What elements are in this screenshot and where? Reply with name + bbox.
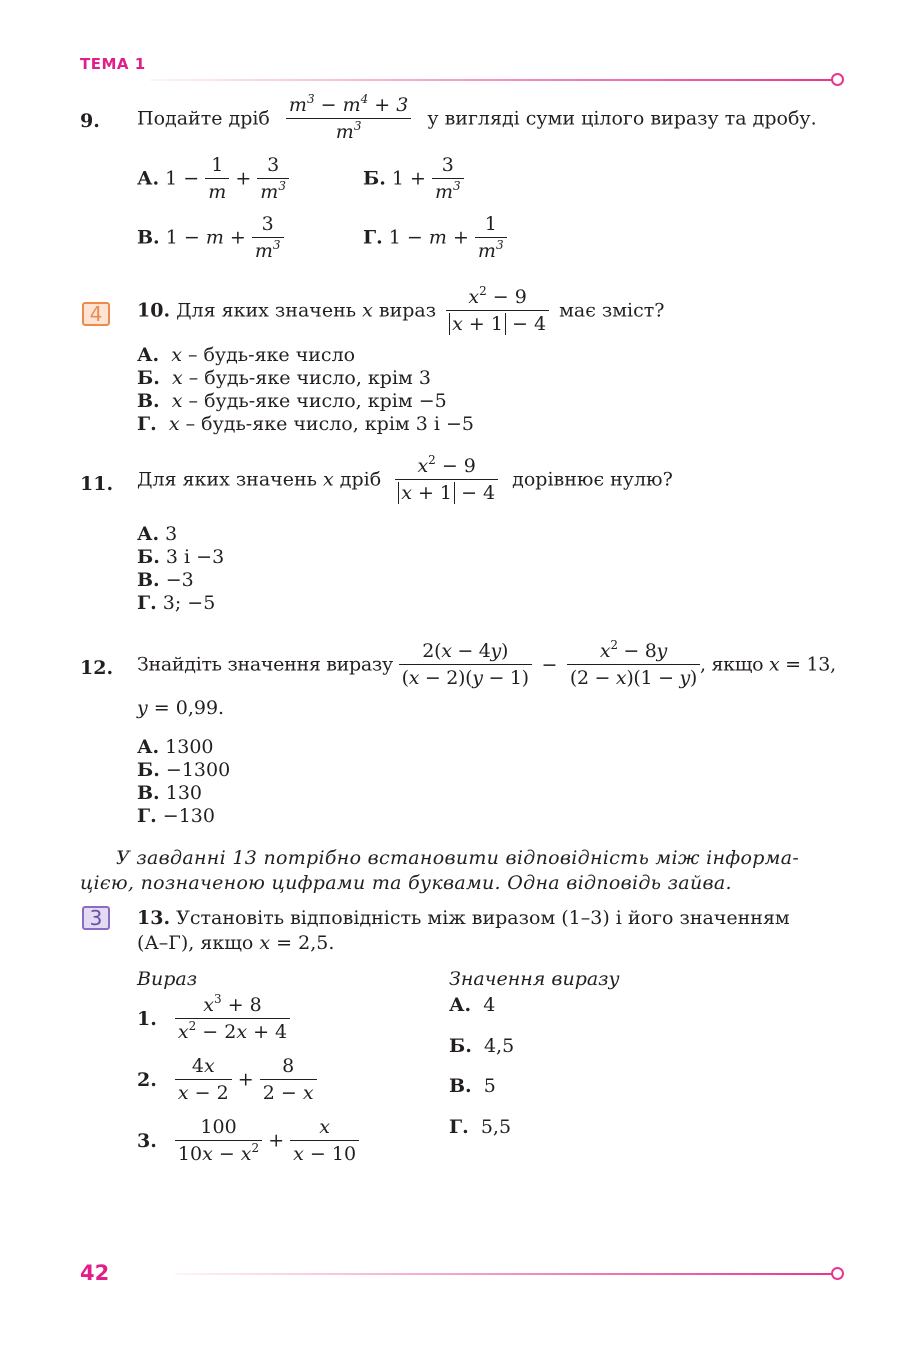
instruction-text [80, 846, 850, 896]
q11-suffix: дорівнює нулю? [512, 468, 673, 491]
q13-line-1: Установіть відповідність між виразом (1–3) і його значенням [176, 907, 790, 929]
q9-option-d: Г. 1 − m + $\frac{1}{m^3}$ [363, 213, 507, 262]
q12-option-d: Г. −130 [137, 805, 215, 827]
q11-options [137, 523, 224, 615]
q10-suffix: має зміст? [559, 299, 665, 322]
q13-expression-2: 2. $\frac{4x}{x - 2}$ + $\frac{8}{2 - x}$ [137, 1055, 317, 1104]
instruction-line-1: У завданні 13 потрібно встановити відповідність між інформа- [116, 847, 800, 869]
q11-number: 11. [80, 473, 114, 495]
q10-stem: 10. Для яких значень x вираз $\frac{x^2 - 9}{x + 1 - 4}$ має зміст? [137, 284, 665, 335]
q12-number: 12. [80, 657, 114, 679]
q12-line2: y = 0,99. [137, 697, 225, 719]
q12-option-c: В. 130 [137, 782, 202, 804]
q13-expression-1: 1. $\frac{x^3 + 8}{x^2 - 2x + 4}$ [137, 994, 290, 1043]
header-rule-dot [831, 73, 844, 86]
q11-stem: Для яких значень x дріб $\frac{x^2 - 9}{x + 1 - 4}$ дорівнює нулю? [137, 453, 673, 504]
q13-stem [137, 906, 790, 956]
q10-option-d: Г. x – будь-яке число, крім 3 і −5 [137, 413, 474, 435]
q10-option-b: Б. x – будь-яке число, крім 3 [137, 367, 431, 389]
q13-value-d: Г. 5,5 [449, 1116, 512, 1138]
q9-fraction: $\frac{m^3 - m^4 + 3}{m^3}$ [286, 94, 411, 143]
q13-value-b: Б. 4,5 [449, 1035, 515, 1057]
q10-number: 10. [137, 299, 171, 322]
q13-expression-3: 3. $\frac{100}{10x - x^2}$ + $\frac{x}{x - 10}$ [137, 1116, 359, 1165]
q10-option-c: В. x – будь-яке число, крім −5 [137, 390, 447, 412]
col-expression-header: Вираз [137, 968, 198, 990]
q10-options [137, 344, 474, 436]
q12-prompt: Знайдіть значення виразу [137, 653, 393, 676]
q10-fraction: $\frac{x^2 - 9}{x + 1 - 4}$ [446, 286, 549, 335]
header-rule [150, 79, 832, 81]
difficulty-badge-3: 3 [82, 906, 110, 930]
q11-option-d: Г. 3; −5 [137, 592, 216, 614]
q12-option-a: А. 1300 [137, 736, 214, 758]
q13-value-c: В. 5 [449, 1075, 496, 1097]
q9-number: 9. [80, 110, 100, 132]
q10-option-a: А. x – будь-яке число [137, 344, 356, 366]
q11-option-a: А. 3 [137, 523, 178, 545]
q12-fraction-2: $\frac{x^2 - 8y}{(2 - x)(1 - y)}$ [567, 640, 700, 689]
q9-suffix: у вигляді суми цілого виразу та дробу. [427, 107, 817, 130]
q12-fraction-1: $\frac{2(x - 4y)}{(x - 2)(y - 1)}$ [399, 640, 532, 689]
q11-fraction: $\frac{x^2 - 9}{x + 1 - 4}$ [395, 455, 498, 504]
q13-line-2: (А–Г), якщо x = 2,5. [137, 932, 335, 954]
footer-rule [175, 1273, 832, 1275]
col-value-header: Значення виразу [449, 968, 620, 990]
q9-option-a: А. 1 − $\frac{1}{m}$ + $\frac{3}{m^3}$ [137, 154, 289, 203]
page-number: 42 [80, 1261, 110, 1285]
difficulty-badge-4: 4 [82, 302, 110, 326]
footer-rule-dot [831, 1267, 844, 1280]
q11-option-c: В. −3 [137, 569, 194, 591]
q13-value-a: А. 4 [449, 994, 496, 1016]
q13-number: 13. [137, 907, 171, 929]
q12-stem: Знайдіть значення виразу $\frac{2(x - 4y)}{(x - 2)(y - 1)}$ − $\frac{x^2 - 8y}{(2 - x)(1 - y)}$ , якщо x = 13, [137, 638, 836, 689]
topic-label: ТЕМА 1 [80, 55, 146, 73]
q12-option-b: Б. −1300 [137, 759, 231, 781]
q9-stem [137, 94, 817, 143]
q9-prompt: Подайте дріб [137, 107, 270, 130]
q9-option-b: Б. 1 + $\frac{3}{m^3}$ [363, 154, 464, 203]
instruction-line-2: цією, позначеною цифрами та буквами. Одна відповідь зайва. [80, 872, 732, 894]
q12-options [137, 736, 230, 828]
q9-option-c: В. 1 − m + $\frac{3}{m^3}$ [137, 213, 284, 262]
q11-option-b: Б. 3 і −3 [137, 546, 225, 568]
